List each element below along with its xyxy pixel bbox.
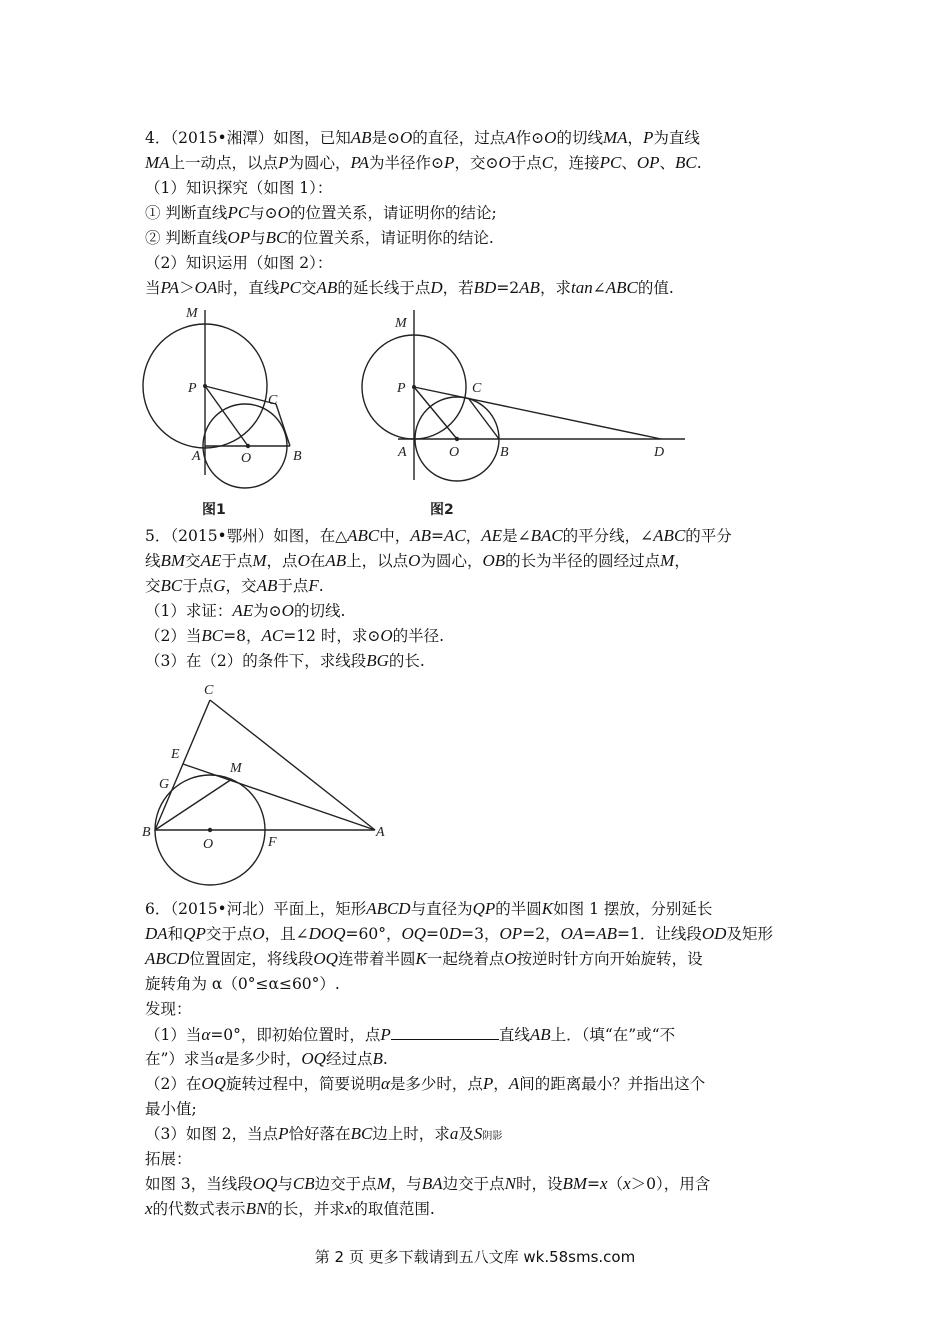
label-c: C: [268, 393, 278, 408]
p4-line6: （2）知识运用（如图 2）：: [145, 254, 333, 272]
label-b: B: [293, 449, 302, 464]
p6-line13: x的代数式表示BN的长，并求x的取值范围.: [145, 1199, 435, 1218]
label-o: O: [241, 451, 252, 466]
point-p: [203, 384, 207, 388]
label-f: F: [268, 835, 277, 850]
p6-line10: （3）如图 2，当点P恰好落在BC边上时，求a及S阴影: [145, 1124, 503, 1143]
figure-1: [140, 300, 320, 520]
p6-line4: 旋转角为 α（0°≤α≤60°）.: [145, 975, 340, 993]
label-d: D: [654, 445, 665, 460]
p6-line9: 最小值;: [145, 1100, 197, 1118]
page-footer: 第 2 页 更多下载请到五八文库 wk.58sms.com: [314, 1248, 636, 1266]
p6-line8: （2）在OQ旋转过程中，简要说明α是多少时，点P，A间的距离最小？并指出这个: [145, 1074, 706, 1093]
label-p: P: [397, 381, 406, 396]
p4-line5: ② 判断直线OP与BC的位置关系，请证明你的结论.: [145, 228, 494, 247]
p5-line3: 交BC于点G，交AB于点F.: [145, 576, 324, 595]
label-b: B: [142, 825, 151, 840]
p6-line2: DA和QP交于点O，且∠DOQ=60°，OQ=0D=3，OP=2，OA=AB=1．让线段OD及矩形: [145, 924, 773, 943]
point-p: [412, 385, 416, 389]
p6-line6: （1）当α=0°，即初始位置时，点P 直线AB上．（填“在”或“不: [145, 1025, 676, 1044]
point-o: [246, 444, 250, 448]
label-p: P: [188, 381, 197, 396]
p6-line5: 发现：: [145, 1000, 192, 1018]
p6-line11: 拓展：: [145, 1150, 192, 1168]
label-c: C: [472, 381, 482, 396]
label-o: O: [203, 837, 214, 852]
label-a: A: [376, 825, 385, 840]
p4-line1: 4．（2015•湘潭）如图，已知AB是⊙O的直径，过点A作⊙O的切线MA，P为直线: [145, 128, 700, 147]
p6-line12: 如图 3，当线段OQ与CB边交于点M，与BA边交于点N时，设BM=x（x＞0），用含: [145, 1174, 711, 1193]
line-ea: [183, 764, 375, 830]
p4-line7: 当PA＞OA时，直线PC交AB的延长线于点D，若BD=2AB，求tan∠ABC的值.: [145, 278, 674, 297]
label-a: A: [192, 449, 201, 464]
point-o: [208, 828, 212, 832]
p6-line3: ABCD位置固定，将线段OQ连带着半圆K一起绕着点O按逆时针方向开始旋转，设: [145, 949, 703, 968]
point-o: [455, 437, 459, 441]
p6-line7: 在”）求当α是多少时，OQ经过点B.: [145, 1049, 388, 1068]
figure-3: [140, 678, 400, 888]
label-o: O: [449, 445, 460, 460]
p4-line4: ① 判断直线PC与⊙O的位置关系，请证明你的结论;: [145, 203, 497, 222]
p5-line2: 线BM交AE于点M，点O在AB上，以点O为圆心，OB的长为半径的圆经过点M，: [145, 551, 690, 570]
p6-line1: 6．（2015•河北）平面上，矩形ABCD与直径为QP的半圆K如图 1 摆放，分别延长: [145, 899, 713, 918]
p5-line1: 5．（2015•鄂州）如图，在△ABC中，AB=AC，AE是∠BAC的平分线，∠ABC的平分: [145, 526, 732, 545]
label-m: M: [395, 316, 407, 331]
p5-line5: （2）当BC=8，AC=12 时，求⊙O的半径.: [145, 626, 445, 645]
p4-line3: （1）知识探究（如图 1）：: [145, 179, 333, 197]
line-bc: [155, 700, 210, 830]
label-b: B: [500, 445, 509, 460]
label-m: M: [186, 306, 198, 321]
label-m: M: [230, 761, 242, 776]
figure-1-caption: 图1: [202, 502, 226, 518]
figure-2: [360, 300, 690, 520]
label-c: C: [204, 683, 214, 698]
line-bc: [276, 404, 290, 446]
label-g: G: [159, 777, 170, 792]
p5-line6: （3）在（2）的条件下，求线段BG的长.: [145, 651, 425, 670]
fill-in-blank[interactable]: [391, 1024, 499, 1040]
label-e: E: [171, 747, 180, 762]
label-a: A: [398, 445, 407, 460]
p4-line2: MA上一动点，以点P为圆心，PA为半径作⊙P，交⊙O于点C，连接PC、OP、BC.: [145, 153, 702, 172]
p5-line4: （1）求证：AE为⊙O的切线.: [145, 601, 346, 620]
figure-2-caption: 图2: [430, 502, 454, 518]
